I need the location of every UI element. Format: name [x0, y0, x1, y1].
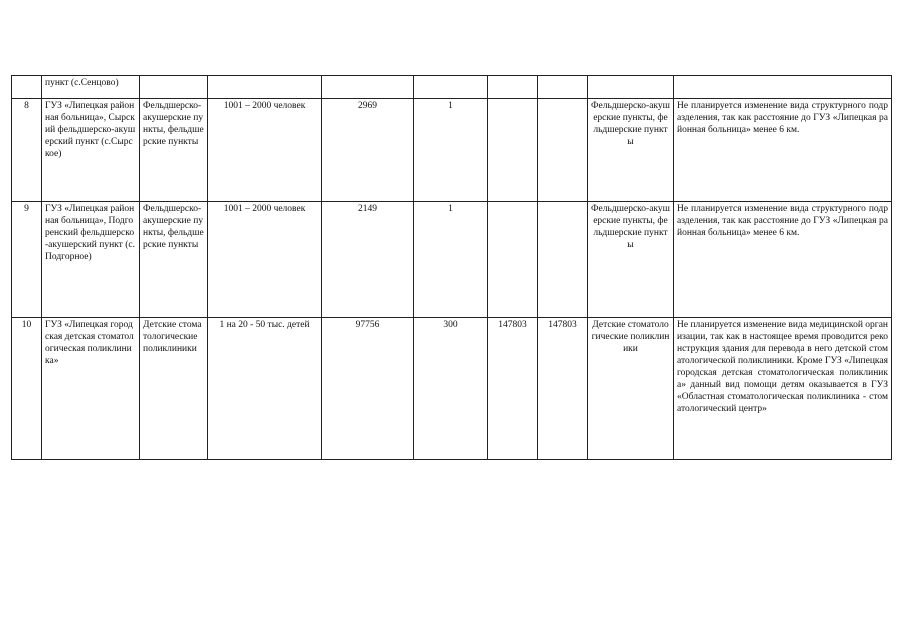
value-col-2: [538, 202, 588, 318]
capacity-value: 300: [414, 318, 488, 460]
table-row: [12, 76, 892, 99]
served-population: 2969: [322, 99, 414, 202]
capacity-value: [414, 76, 488, 99]
value-col-2: [538, 99, 588, 202]
value-col-1: 147803: [488, 318, 538, 460]
population-norm: 1001 – 2000 человек: [208, 202, 322, 318]
value-col-2: 147803: [538, 318, 588, 460]
target-unit-type: Фельдшерско-акушерские пункты, фельдшерские пункты: [588, 202, 674, 318]
capacity-value: 1: [414, 202, 488, 318]
row-number: 8: [12, 99, 42, 202]
note-text: Не планируется изменение вида структурного подразделения, так как расстояние до ГУЗ «Липецкая районная больница» менее 6 км.: [674, 99, 892, 202]
value-col-2: [538, 76, 588, 99]
table-row: [12, 99, 892, 202]
row-number: 10: [12, 318, 42, 460]
organization-name: ГУЗ «Липецкая городская детская стоматологическая поликлиника»: [42, 318, 140, 460]
served-population: 97756: [322, 318, 414, 460]
value-col-1: [488, 76, 538, 99]
unit-type: Фельдшерско-акушерские пункты, фельдшерские пункты: [140, 99, 208, 202]
value-col-1: [488, 99, 538, 202]
unit-type: Фельдшерско-акушерские пункты, фельдшерские пункты: [140, 202, 208, 318]
value-col-1: [488, 202, 538, 318]
target-unit-type: Детские стоматологические поликлиники: [588, 318, 674, 460]
target-unit-type: Фельдшерско-акушерские пункты, фельдшерские пункты: [588, 99, 674, 202]
target-unit-type: [588, 76, 674, 99]
served-population: [322, 76, 414, 99]
unit-type: Детские стоматологические поликлиники: [140, 318, 208, 460]
served-population: 2149: [322, 202, 414, 318]
note-text: Не планируется изменение вида структурного подразделения, так как расстояние до ГУЗ «Липецкая районная больница» менее 6 км.: [674, 202, 892, 318]
capacity-value: 1: [414, 99, 488, 202]
document-table: [11, 75, 892, 460]
note-text: Не планируется изменение вида медицинской организации, так как в настоящее время проводится реконструкция здания для перевода в него детской стоматологической поликлиники. Кроме ГУЗ «Липецкая городская детская стоматологическая поликлиника» данный вид помощи детям оказывается в ГУЗ «Областная стоматологическая поликлиника - стоматологический центр»: [674, 318, 892, 460]
population-norm: 1001 – 2000 человек: [208, 99, 322, 202]
organization-name: ГУЗ «Липецкая районная больница», Сырский фельдшерско-акушерский пункт (с.Сырское): [42, 99, 140, 202]
population-norm: 1 на 20 - 50 тыс. детей: [208, 318, 322, 460]
population-norm: [208, 76, 322, 99]
note-text: [674, 76, 892, 99]
organization-name: ГУЗ «Липецкая районная больница», Подгоренский фельдшерско-акушерский пункт (с.Подгорное): [42, 202, 140, 318]
table-row: [12, 318, 892, 460]
organization-name: пункт (с.Сенцово): [42, 76, 140, 99]
table-row: [12, 202, 892, 318]
row-number: [12, 76, 42, 99]
row-number: 9: [12, 202, 42, 318]
unit-type: [140, 76, 208, 99]
